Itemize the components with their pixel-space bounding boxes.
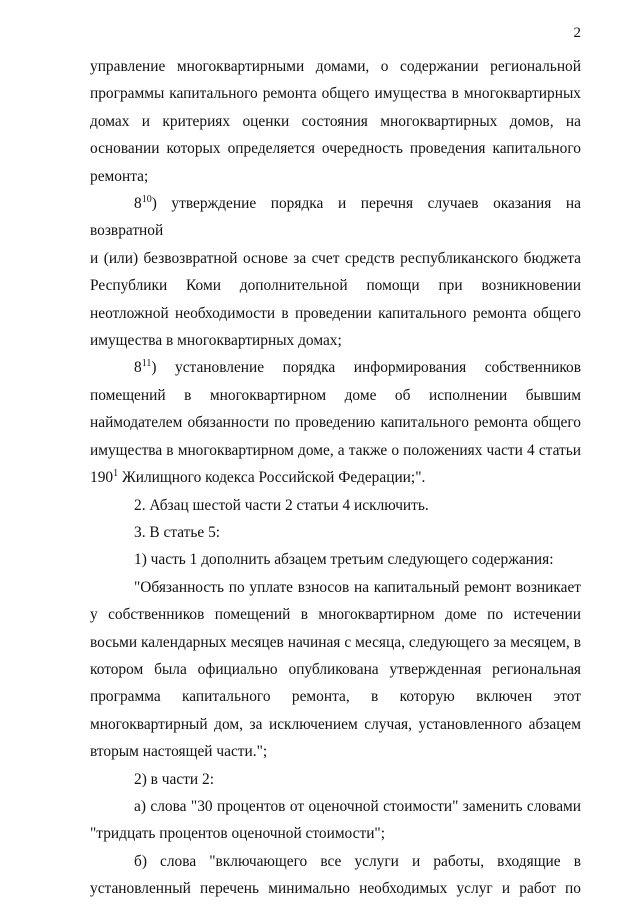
text-line: установленный перечень минимально необходимых услуг и работ по — [90, 880, 581, 898]
paragraph — [90, 574, 581, 766]
paragraph: 2) в части 2: — [134, 770, 214, 788]
text-line: помещений в многоквартирном доме об исполнении бывшим — [90, 386, 581, 404]
text-line — [90, 354, 581, 381]
paragraph: 3. В статье 5: — [134, 523, 221, 541]
text-segment: ) утверждение порядка и перечня случаев оказания на возвратной — [90, 195, 581, 240]
text-line: основании которых определяется очередность проведения капитального — [90, 140, 581, 158]
text-line: Республики Коми дополнительной помощи при возникновении — [90, 277, 581, 295]
text-line: программы капитального ремонта общего имущества в многоквартирных — [90, 85, 581, 103]
text-segment: ) установление порядка информирования собственников — [151, 359, 581, 377]
text-line: программа капитального ремонта, в которую включен этот — [90, 688, 581, 706]
text-line: "тридцать процентов оценочной стоимости"; — [90, 825, 385, 843]
page-number: 2 — [573, 25, 581, 41]
article-number: 190 — [90, 469, 114, 487]
text-line: управление многоквартирными домами, о содержании региональной — [90, 58, 581, 75]
text-line: у собственников помещений в многоквартирном доме по истечении — [90, 606, 581, 624]
text-segment: Жилищного кодекса Российской Федерации;". — [118, 469, 426, 487]
text-line: имущества в многоквартирных домах; — [90, 332, 342, 350]
text-line: домах и критериях оценки состояния многоквартирных домов, на — [90, 112, 581, 130]
text-line: б) слова "включающего все услуги и работы, входящие в — [134, 852, 581, 870]
paragraph — [90, 190, 581, 354]
paragraph: 2. Абзац шестой части 2 статьи 4 исключить. — [134, 496, 429, 514]
text-line: ремонта; — [90, 167, 149, 185]
item-number: 8 — [134, 359, 142, 377]
text-line: многоквартирный дом, за исключением случая, установленного абзацем — [90, 715, 581, 733]
text-line — [90, 190, 581, 245]
text-line — [90, 464, 581, 491]
text-line: неотложной необходимости в проведении капитального ремонта общего — [90, 304, 581, 322]
paragraph — [90, 53, 581, 190]
item-superscript: 10 — [141, 193, 152, 205]
paragraph — [90, 793, 581, 848]
text-line: наймодателем обязанности по проведению капитального ремонта общего — [90, 414, 581, 432]
paragraph — [90, 848, 581, 903]
document-body — [90, 53, 581, 903]
text-line: имущества в многоквартирном доме, а также о положениях части 4 статьи — [90, 441, 581, 459]
text-line: вторым настоящей части."; — [90, 743, 268, 761]
text-line: и (или) безвозвратной основе за счет средств республиканского бюджета — [90, 249, 581, 267]
text-line: "Обязанность по уплате взносов на капитальный ремонт возникает — [134, 578, 581, 596]
text-line: а) слова "30 процентов от оценочной стоимости" заменить словами — [134, 797, 581, 815]
text-line: котором была официально опубликована утвержденная региональная — [90, 660, 581, 678]
text-line: восьми календарных месяцев начиная с месяца, следующего за месяцем, в — [90, 633, 581, 651]
paragraph: 1) часть 1 дополнить абзацем третьим следующего содержания: — [134, 551, 554, 569]
article-superscript: 1 — [113, 467, 119, 479]
item-number: 8 — [134, 195, 142, 213]
paragraph — [90, 354, 581, 491]
item-superscript: 11 — [141, 358, 152, 370]
